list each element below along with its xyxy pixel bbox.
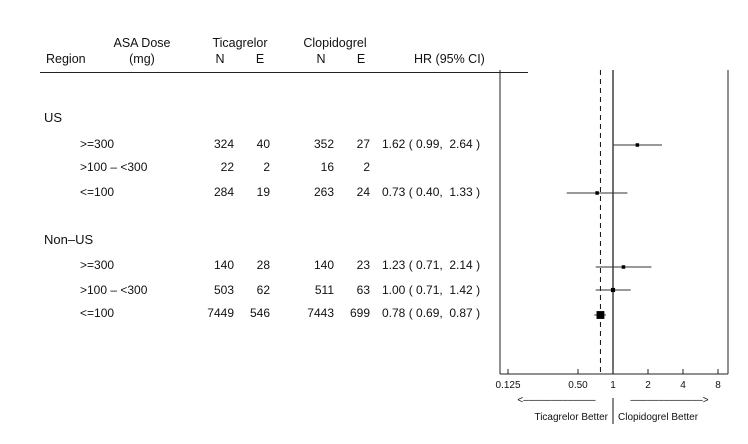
header-clo-e: E xyxy=(356,52,366,66)
row-clo-e: 699 xyxy=(349,306,370,320)
header-clopidogrel: Clopidogrel xyxy=(303,36,367,50)
arrow-left: <––––––––––––– xyxy=(517,395,596,406)
row-tic-e: 28 xyxy=(256,258,270,272)
row-hr: 1.00 ( 0.71, 1.42 ) xyxy=(382,283,481,297)
hr-marker xyxy=(611,288,615,292)
header-clo-n: N xyxy=(316,52,326,66)
row-tic-n: 324 xyxy=(213,137,234,151)
row-tic-n: 140 xyxy=(213,258,234,272)
group-label-non-us: Non–US xyxy=(44,232,94,247)
row-hr: 0.73 ( 0.40, 1.33 ) xyxy=(382,185,481,199)
row-clo-n: 352 xyxy=(313,137,334,151)
row-clo-e: 27 xyxy=(356,137,370,151)
row-tic-n: 22 xyxy=(220,160,234,174)
row-dose: <=100 xyxy=(80,306,115,320)
row-tic-n: 503 xyxy=(213,283,234,297)
row-clo-n: 511 xyxy=(314,283,334,297)
label-ticagrelor-better: Ticagrelor Better xyxy=(534,412,608,423)
row-tic-n: 7449 xyxy=(207,306,234,320)
group-label-us: US xyxy=(44,110,63,125)
row-clo-e: 2 xyxy=(363,160,370,174)
row-hr: 1.62 ( 0.99, 2.64 ) xyxy=(382,137,481,151)
header-ticagrelor: Ticagrelor xyxy=(212,36,268,50)
hr-marker xyxy=(597,311,605,319)
arrow-right: –––––––––––––> xyxy=(630,395,709,406)
header-tic-n: N xyxy=(215,52,225,66)
row-tic-n: 284 xyxy=(213,185,234,199)
row-tic-e: 546 xyxy=(249,306,270,320)
hr-marker xyxy=(595,191,599,195)
x-tick-label: 4 xyxy=(680,380,686,391)
row-hr: 0.78 ( 0.69, 0.87 ) xyxy=(382,306,481,320)
row-tic-e: 62 xyxy=(256,283,270,297)
hr-marker xyxy=(636,143,640,147)
x-tick-label: 0.125 xyxy=(495,380,521,391)
x-tick-label: 1 xyxy=(610,380,616,391)
row-dose: >100 – <300 xyxy=(80,160,148,174)
row-clo-e: 24 xyxy=(356,185,370,199)
header-tic-e: E xyxy=(255,52,265,66)
row-clo-n: 140 xyxy=(313,258,334,272)
x-tick-label: 0.50 xyxy=(568,380,588,391)
row-dose: <=100 xyxy=(80,185,115,199)
row-clo-n: 7443 xyxy=(307,306,334,320)
header-hr: HR (95% CI) xyxy=(414,52,485,66)
x-tick-label: 2 xyxy=(645,380,651,391)
row-tic-e: 40 xyxy=(256,137,270,151)
header-region: Region xyxy=(46,52,86,66)
hr-marker xyxy=(622,265,626,269)
row-clo-n: 16 xyxy=(320,160,334,174)
row-clo-n: 263 xyxy=(313,185,334,199)
row-tic-e: 2 xyxy=(263,160,270,174)
row-dose: >=300 xyxy=(80,137,115,151)
header-asa-dose: ASA Dose xyxy=(113,36,171,50)
row-clo-e: 23 xyxy=(356,258,370,272)
row-dose: >=300 xyxy=(80,258,115,272)
x-tick-label: 8 xyxy=(715,380,721,391)
row-dose: >100 – <300 xyxy=(80,283,148,297)
row-hr: 1.23 ( 0.71, 2.14 ) xyxy=(382,258,481,272)
header-asa-dose-unit: (mg) xyxy=(129,52,155,66)
label-clopidogrel-better: Clopidogrel Better xyxy=(618,412,699,423)
row-clo-e: 63 xyxy=(356,283,370,297)
row-tic-e: 19 xyxy=(256,185,270,199)
